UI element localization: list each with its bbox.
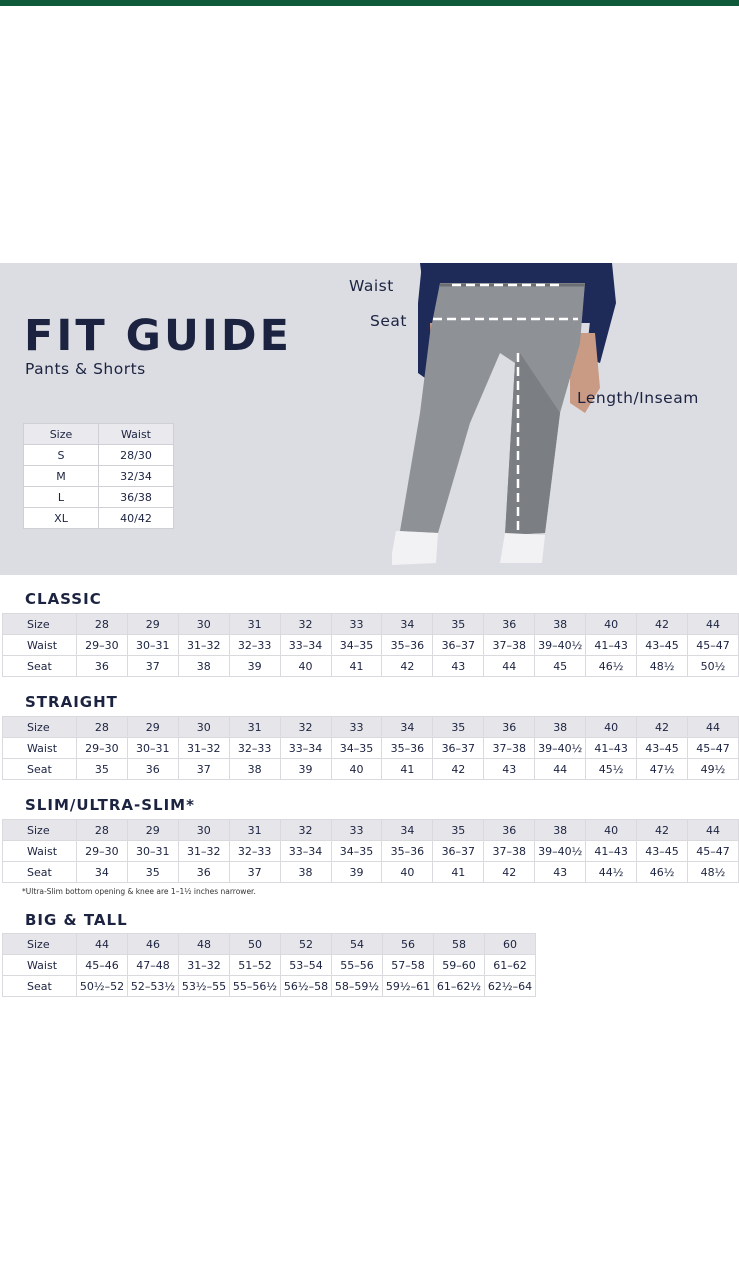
row-header-cell: Seat [3,862,77,883]
table-cell: 43 [484,759,535,780]
table-cell: 30–31 [127,635,178,656]
table-cell: 39–40½ [535,738,586,759]
table-cell: 29–30 [76,738,127,759]
table-cell: 36 [76,656,127,677]
table-cell: 44 [688,614,739,635]
table-cell: 48½ [637,656,688,677]
straight-title: STRAIGHT [25,693,118,711]
table-cell: 38 [535,614,586,635]
table-cell: 33–34 [280,841,331,862]
table-cell: 31–32 [178,635,229,656]
table-cell: 34 [76,862,127,883]
row-header-cell: Size [3,717,77,738]
table-cell: 52 [281,934,332,955]
table-row [3,862,739,883]
table-cell: 61–62½ [434,976,485,997]
table-cell: 43–45 [637,738,688,759]
row-header-cell: Size [3,614,77,635]
slim-size-table [2,819,739,883]
table-cell: 38 [535,820,586,841]
table-cell: L [24,487,99,508]
table-header-row [3,717,739,738]
table-cell: 40 [331,759,382,780]
table-cell: 30–31 [127,738,178,759]
table-cell: 59–60 [434,955,485,976]
table-cell: 28 [76,717,127,738]
table-cell: 29–30 [76,841,127,862]
table-cell: 54 [332,934,383,955]
table-cell: 38 [535,717,586,738]
table-cell: 43 [433,656,484,677]
table-row [3,976,536,997]
table-cell: 37 [178,759,229,780]
table-cell: 45–47 [688,738,739,759]
table-cell: 41 [331,656,382,677]
table-cell: 46½ [586,656,637,677]
table-row [3,841,739,862]
table-cell: 32 [280,614,331,635]
table-cell: 31–32 [179,955,230,976]
table-cell: 43 [535,862,586,883]
row-header-cell: Waist [3,955,77,976]
table-cell: 40 [586,820,637,841]
table-cell: 29–30 [76,635,127,656]
table-cell: 39 [280,759,331,780]
table-cell: 31 [229,717,280,738]
table-cell: 33–34 [280,635,331,656]
table-cell: 32/34 [99,466,174,487]
table-cell: 42 [637,614,688,635]
table-cell: 59½–61 [383,976,434,997]
table-cell: 36/38 [99,487,174,508]
big-tall-title: BIG & TALL [25,911,128,929]
row-header-cell: Seat [3,976,77,997]
table-cell: 41–43 [586,841,637,862]
table-cell: 28 [76,820,127,841]
table-cell: 34–35 [331,841,382,862]
table-row [24,487,174,508]
length-inseam-label: Length/Inseam [577,389,699,407]
table-cell: 37–38 [484,738,535,759]
table-cell: 36 [484,614,535,635]
table-row [3,759,739,780]
table-row [3,955,536,976]
table-cell: 31 [229,820,280,841]
table-row [3,635,739,656]
table-cell: 29 [127,820,178,841]
table-cell: 35 [433,717,484,738]
row-header-cell: Seat [3,656,77,677]
table-cell: 44 [484,656,535,677]
table-cell: 42 [382,656,433,677]
table-cell: 52–53½ [128,976,179,997]
table-cell: 45–47 [688,841,739,862]
table-header-row [3,614,739,635]
table-row [24,508,174,529]
table-cell: 31–32 [178,738,229,759]
table-cell: 41 [433,862,484,883]
table-cell: 31 [229,614,280,635]
table-cell: XL [24,508,99,529]
table-cell: 42 [637,717,688,738]
table-cell: 36 [484,820,535,841]
row-header-cell: Waist [3,635,77,656]
table-row [3,656,739,677]
table-cell: 44½ [586,862,637,883]
table-cell: 34 [382,614,433,635]
table-cell: 56 [383,934,434,955]
table-cell: 32 [280,717,331,738]
table-cell: 30 [178,820,229,841]
table-cell: 34 [382,717,433,738]
table-cell: 56½–58 [281,976,332,997]
ultra-slim-footnote: *Ultra-Slim bottom opening & knee are 1–1½ inches narrower. [22,887,256,896]
table-cell: 33–34 [280,738,331,759]
table-cell: 49½ [688,759,739,780]
row-header-cell: Size [3,820,77,841]
table-cell: 35–36 [382,738,433,759]
table-cell: 55–56 [332,955,383,976]
table-cell: 44 [535,759,586,780]
table-cell: 46 [128,934,179,955]
table-cell: 44 [688,820,739,841]
table-row [3,738,739,759]
table-header-row [24,424,174,445]
table-cell: 45 [535,656,586,677]
table-cell: 45½ [586,759,637,780]
table-cell: 47½ [637,759,688,780]
header-cell: Size [24,424,99,445]
table-cell: 40 [586,717,637,738]
straight-size-table [2,716,739,780]
table-cell: 39 [229,656,280,677]
table-cell: 44 [77,934,128,955]
table-cell: 33 [331,717,382,738]
page-subtitle: Pants & Shorts [25,360,146,378]
table-cell: 32–33 [229,738,280,759]
table-cell: 40 [586,614,637,635]
table-cell: 35 [76,759,127,780]
fit-guide-banner [0,263,737,575]
table-cell: 53½–55 [179,976,230,997]
header-cell: Waist [99,424,174,445]
table-cell: 48½ [688,862,739,883]
table-cell: 40 [280,656,331,677]
table-cell: 58 [434,934,485,955]
table-cell: 32 [280,820,331,841]
row-header-cell: Waist [3,738,77,759]
table-cell: 45–47 [688,635,739,656]
table-header-row [3,820,739,841]
table-cell: 42 [484,862,535,883]
table-cell: 35 [433,820,484,841]
table-cell: 36–37 [433,635,484,656]
table-header-row [3,934,536,955]
table-cell: 34 [382,820,433,841]
table-cell: 41–43 [586,738,637,759]
table-cell: 51–52 [230,955,281,976]
big-tall-size-table [2,933,536,997]
table-cell: 41–43 [586,635,637,656]
table-cell: 29 [127,717,178,738]
table-cell: 50½–52 [77,976,128,997]
table-cell: 37 [229,862,280,883]
table-cell: 55–56½ [230,976,281,997]
table-cell: 60 [485,934,536,955]
table-cell: 39–40½ [535,635,586,656]
table-cell: 45–46 [77,955,128,976]
table-cell: 38 [178,656,229,677]
table-cell: 50 [230,934,281,955]
table-cell: 31–32 [178,841,229,862]
row-header-cell: Size [3,934,77,955]
table-cell: 40/42 [99,508,174,529]
classic-size-table [2,613,739,677]
table-row [24,466,174,487]
table-cell: 39 [331,862,382,883]
table-cell: 33 [331,820,382,841]
table-cell: 36–37 [433,738,484,759]
table-cell: 53–54 [281,955,332,976]
table-cell: 40 [382,862,433,883]
table-cell: 30–31 [127,841,178,862]
table-cell: M [24,466,99,487]
table-cell: 38 [280,862,331,883]
table-cell: 43–45 [637,841,688,862]
table-cell: 32–33 [229,635,280,656]
table-cell: 28/30 [99,445,174,466]
table-cell: 36–37 [433,841,484,862]
table-cell: 30 [178,717,229,738]
row-header-cell: Seat [3,759,77,780]
page-title: FIT GUIDE [24,311,292,361]
shorts-size-table [23,423,174,529]
table-cell: 50½ [688,656,739,677]
table-cell: 58–59½ [332,976,383,997]
table-cell: 35–36 [382,635,433,656]
table-cell: 35–36 [382,841,433,862]
table-cell: 39–40½ [535,841,586,862]
table-cell: 61–62 [485,955,536,976]
table-cell: 47–48 [128,955,179,976]
table-cell: 36 [484,717,535,738]
table-cell: 43–45 [637,635,688,656]
table-cell: 28 [76,614,127,635]
table-cell: 57–58 [383,955,434,976]
table-cell: 37–38 [484,635,535,656]
row-header-cell: Waist [3,841,77,862]
table-cell: 42 [637,820,688,841]
table-cell: 46½ [637,862,688,883]
table-cell: 33 [331,614,382,635]
table-cell: 37–38 [484,841,535,862]
waist-label: Waist [349,277,394,295]
table-cell: 34–35 [331,738,382,759]
table-cell: 35 [127,862,178,883]
slim-title: SLIM/ULTRA-SLIM* [25,796,195,814]
table-cell: 48 [179,934,230,955]
table-cell: 35 [433,614,484,635]
table-cell: 42 [433,759,484,780]
table-cell: 36 [178,862,229,883]
seat-label: Seat [370,312,407,330]
table-cell: 44 [688,717,739,738]
table-cell: 41 [382,759,433,780]
table-cell: 29 [127,614,178,635]
table-cell: 32–33 [229,841,280,862]
table-cell: 62½–64 [485,976,536,997]
table-cell: 30 [178,614,229,635]
top-accent-bar [0,0,739,6]
table-cell: 34–35 [331,635,382,656]
table-row [24,445,174,466]
table-cell: 36 [127,759,178,780]
table-cell: 37 [127,656,178,677]
classic-title: CLASSIC [25,590,102,608]
table-cell: S [24,445,99,466]
table-cell: 38 [229,759,280,780]
